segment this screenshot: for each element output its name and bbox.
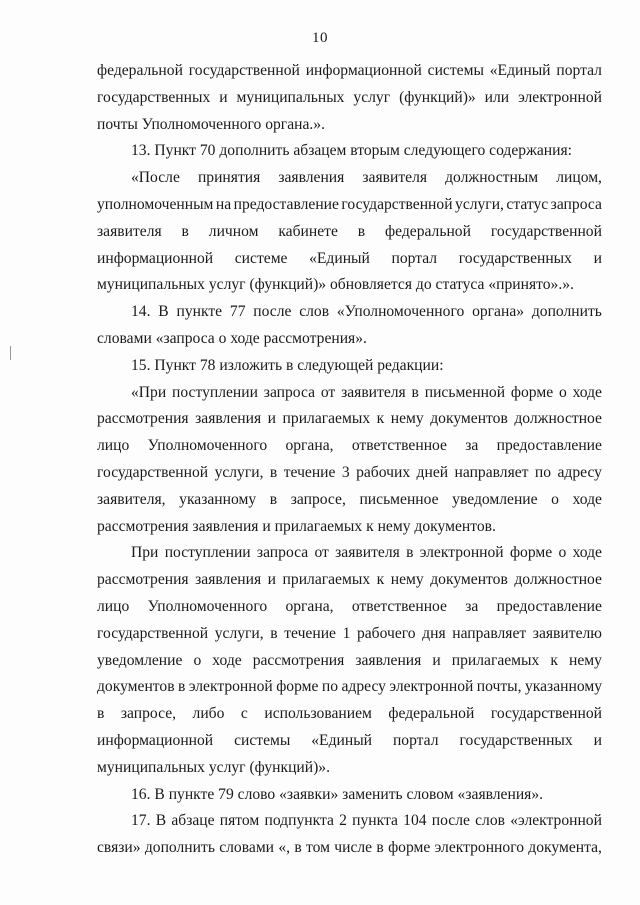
- word: муниципальных: [236, 88, 345, 106]
- word: должностное: [514, 571, 602, 589]
- text-line: [97, 674, 602, 701]
- word: о: [558, 544, 567, 562]
- word: в: [357, 222, 366, 240]
- word: направляет: [452, 624, 527, 642]
- paragraph: [97, 808, 602, 862]
- word: Уполномоченного: [147, 437, 268, 455]
- word: о: [193, 651, 202, 669]
- text-line: [97, 835, 602, 862]
- word: нему: [568, 651, 602, 669]
- word: ходе: [572, 490, 602, 508]
- word: электронной: [188, 678, 273, 696]
- text-line: [97, 567, 602, 594]
- text-line: [97, 648, 602, 675]
- word: государственных: [459, 731, 573, 749]
- word: «,: [278, 839, 291, 857]
- text-line: [97, 192, 602, 219]
- text-line: [97, 219, 602, 246]
- word: услуги,: [455, 195, 504, 213]
- word: государственной: [97, 463, 209, 481]
- word: по: [321, 678, 339, 696]
- page-number: 10: [312, 30, 328, 46]
- word: уведомление: [97, 651, 183, 669]
- word: государственных: [97, 88, 211, 106]
- word: заявления: [195, 571, 262, 589]
- word: подпункта: [264, 812, 334, 830]
- word: и: [267, 571, 277, 589]
- text-line: [97, 701, 602, 728]
- word: государственной: [97, 624, 209, 642]
- word: ходе: [572, 383, 602, 401]
- word: в: [406, 544, 414, 562]
- text-line: почты Уполномоченного органа.».: [97, 115, 325, 133]
- word: уведомление: [452, 490, 538, 508]
- word: заявителя,: [97, 490, 166, 508]
- word: 17.: [131, 812, 151, 830]
- word: ходе: [572, 544, 602, 562]
- word: ответственное: [351, 597, 447, 615]
- word: дней: [416, 463, 449, 481]
- word: 14.: [131, 303, 151, 321]
- text-line: [97, 58, 602, 85]
- word: информационной: [305, 62, 422, 79]
- text-line: [97, 299, 602, 326]
- word: федеральной: [385, 222, 471, 240]
- word: от: [320, 383, 336, 401]
- word: В: [155, 812, 167, 830]
- word: органа»: [472, 303, 525, 321]
- word: в: [181, 222, 189, 240]
- word: документа,: [528, 839, 602, 857]
- word: государственной: [188, 62, 300, 79]
- text-line: [97, 406, 602, 433]
- word: заявителю: [532, 624, 602, 642]
- word: принятия: [197, 169, 261, 187]
- word: личном: [208, 222, 259, 240]
- word: электронной: [389, 678, 474, 696]
- word: или: [484, 88, 510, 106]
- word: заявления: [195, 410, 262, 428]
- word: системы: [234, 731, 291, 749]
- word: в: [97, 705, 105, 723]
- word: заявления: [278, 169, 345, 187]
- word: в: [269, 490, 278, 508]
- text-line: [97, 487, 602, 514]
- word: после: [253, 303, 292, 321]
- word: в: [269, 463, 278, 481]
- word: поступлении: [172, 383, 258, 401]
- word: ходе: [212, 651, 242, 669]
- word: Уполномоченного: [147, 597, 268, 615]
- text-line: [97, 165, 602, 192]
- word: портал: [391, 249, 438, 267]
- word: к: [376, 571, 385, 589]
- word: о: [558, 383, 567, 401]
- word: услуги,: [214, 463, 264, 481]
- word: документов: [97, 678, 175, 696]
- text-line: 15. Пункт 78 изложить в следующей редакции:: [131, 356, 444, 374]
- word: рассмотрения: [252, 651, 345, 669]
- word: форме: [276, 678, 319, 696]
- word: портал: [556, 62, 602, 79]
- text-line: 13. Пункт 70 дополнить абзацем вторым следующего содержания:: [131, 142, 572, 160]
- word: 1: [342, 624, 351, 642]
- word: «электронной: [510, 812, 602, 830]
- word: «Единый: [309, 249, 370, 267]
- word: форме: [388, 839, 431, 857]
- word: в: [178, 678, 186, 696]
- text-line: муниципальных услуг (функций)».: [97, 758, 331, 776]
- word: к: [550, 651, 558, 669]
- word: и: [593, 731, 602, 749]
- word: органа,: [285, 437, 334, 455]
- paragraph: [97, 782, 602, 809]
- word: пятом: [219, 812, 260, 830]
- word: электронного: [434, 839, 524, 857]
- word: и: [219, 88, 228, 106]
- word: прилагаемых: [282, 410, 371, 428]
- text-line: [97, 621, 602, 648]
- word: «При: [131, 383, 167, 401]
- paragraph: [97, 540, 602, 781]
- text-line: [97, 540, 602, 567]
- paragraph: [97, 138, 602, 165]
- word: заявителя: [362, 169, 428, 187]
- word: на: [215, 195, 232, 213]
- word: пункте: [176, 303, 223, 321]
- word: запроса: [256, 544, 309, 562]
- word: слов: [475, 812, 506, 830]
- word: (функций)»: [399, 88, 476, 106]
- word: запроса: [263, 383, 316, 401]
- word: числе: [334, 839, 373, 857]
- word: дополнить: [144, 839, 215, 857]
- word: государственной: [341, 195, 453, 213]
- word: течение: [283, 463, 336, 481]
- word: письменной: [424, 383, 506, 401]
- word: При: [131, 544, 159, 562]
- word: за: [465, 597, 479, 615]
- margin-mark: [10, 346, 11, 360]
- word: форме: [510, 383, 554, 401]
- word: абзаце: [171, 812, 215, 830]
- text-line: [97, 380, 602, 407]
- text-line: [97, 808, 602, 835]
- word: течение: [284, 624, 336, 642]
- word: запросе,: [290, 490, 346, 508]
- body-text: [97, 58, 602, 862]
- word: должностным: [445, 169, 539, 187]
- word: нему: [390, 410, 424, 428]
- word: к: [376, 410, 385, 428]
- word: «Единый: [311, 731, 373, 749]
- word: и: [593, 249, 602, 267]
- word: том: [306, 839, 330, 857]
- text-line: [97, 594, 602, 621]
- word: информационной: [97, 249, 214, 267]
- word: органа,: [285, 597, 334, 615]
- word: либо: [192, 705, 225, 723]
- text-line: [97, 728, 602, 755]
- word: за: [465, 437, 479, 455]
- word: предоставление: [496, 437, 602, 455]
- word: заявителя: [97, 222, 162, 240]
- paragraph: [97, 299, 602, 353]
- word: системе: [234, 249, 288, 267]
- text-line: словами «запроса о ходе рассмотрения».: [97, 329, 367, 347]
- word: в: [376, 839, 384, 857]
- word: 2: [339, 812, 347, 830]
- word: словами: [219, 839, 275, 857]
- word: статус: [506, 195, 549, 213]
- word: документов: [430, 410, 508, 428]
- word: «Уполномоченного: [336, 303, 465, 321]
- word: заявителя: [341, 383, 406, 401]
- text-line: муниципальных услуг (функций)» обновляется до статуса «принято».».: [97, 276, 574, 294]
- word: направляет: [454, 463, 529, 481]
- word: рабочего: [356, 624, 416, 642]
- word: 77: [229, 303, 246, 321]
- word: 3: [341, 463, 350, 481]
- word: связи»: [97, 839, 141, 857]
- word: электронной: [419, 544, 504, 562]
- word: государственной: [490, 705, 602, 723]
- word: в: [270, 624, 278, 642]
- word: портал: [392, 731, 439, 749]
- word: рассмотрения: [97, 410, 189, 428]
- text-line: рассмотрения заявления и прилагаемых к нему документов.: [97, 517, 496, 535]
- word: о: [551, 490, 559, 508]
- word: должностное: [514, 410, 602, 428]
- word: в: [294, 839, 302, 857]
- word: заявителя: [335, 544, 400, 562]
- word: электронной: [518, 88, 602, 106]
- word: услуги,: [214, 624, 264, 642]
- word: В: [158, 303, 169, 321]
- paragraph: [97, 353, 602, 380]
- word: предоставление: [496, 597, 602, 615]
- word: заявления: [355, 651, 422, 669]
- word: с: [240, 705, 248, 723]
- word: предоставление: [233, 195, 339, 213]
- word: использованием: [264, 705, 372, 723]
- word: федеральной: [97, 62, 183, 79]
- word: прилагаемых: [282, 571, 371, 589]
- word: федеральной: [388, 705, 475, 723]
- word: пункта: [352, 812, 398, 830]
- word: после: [431, 812, 470, 830]
- word: почты,: [476, 678, 522, 696]
- word: кабинете: [278, 222, 338, 240]
- paragraph: [97, 58, 602, 138]
- word: лицом,: [556, 169, 602, 187]
- word: государственных: [458, 249, 572, 267]
- word: дня: [422, 624, 446, 642]
- text-line: [97, 246, 602, 273]
- word: рассмотрения: [97, 571, 189, 589]
- word: и: [267, 410, 277, 428]
- word: указанному: [525, 678, 602, 696]
- word: 104: [403, 812, 427, 830]
- word: и: [432, 651, 441, 669]
- word: адресу: [557, 463, 602, 481]
- paragraph: [97, 165, 602, 299]
- word: адресу: [341, 678, 386, 696]
- word: дополнить: [531, 303, 602, 321]
- word: письменное: [359, 490, 439, 508]
- word: в: [411, 383, 419, 401]
- word: нему: [390, 571, 424, 589]
- word: рабочих: [356, 463, 411, 481]
- word: поступлении: [164, 544, 251, 562]
- word: указанному: [179, 490, 257, 508]
- text-line: 16. В пункте 79 слово «заявки» заменить словом «заявления».: [131, 785, 544, 803]
- word: прилагаемых: [451, 651, 540, 669]
- word: форме: [509, 544, 553, 562]
- word: системы: [427, 62, 484, 79]
- word: услуг: [353, 88, 391, 106]
- text-line: [97, 460, 602, 487]
- word: лицо: [97, 437, 130, 455]
- word: государственной: [490, 222, 602, 240]
- word: запроса: [550, 195, 602, 213]
- word: слов: [299, 303, 330, 321]
- text-line: [97, 85, 602, 112]
- word: документов: [430, 571, 508, 589]
- word: лицо: [97, 597, 130, 615]
- word: по: [534, 463, 552, 481]
- word: «Единый: [489, 62, 551, 79]
- paragraph: [97, 380, 602, 541]
- word: от: [314, 544, 329, 562]
- word: запросе,: [120, 705, 177, 723]
- word: «После: [131, 169, 180, 187]
- text-line: [97, 433, 602, 460]
- word: ответственное: [351, 437, 447, 455]
- word: информационной: [97, 731, 214, 749]
- word: уполномоченным: [97, 195, 214, 213]
